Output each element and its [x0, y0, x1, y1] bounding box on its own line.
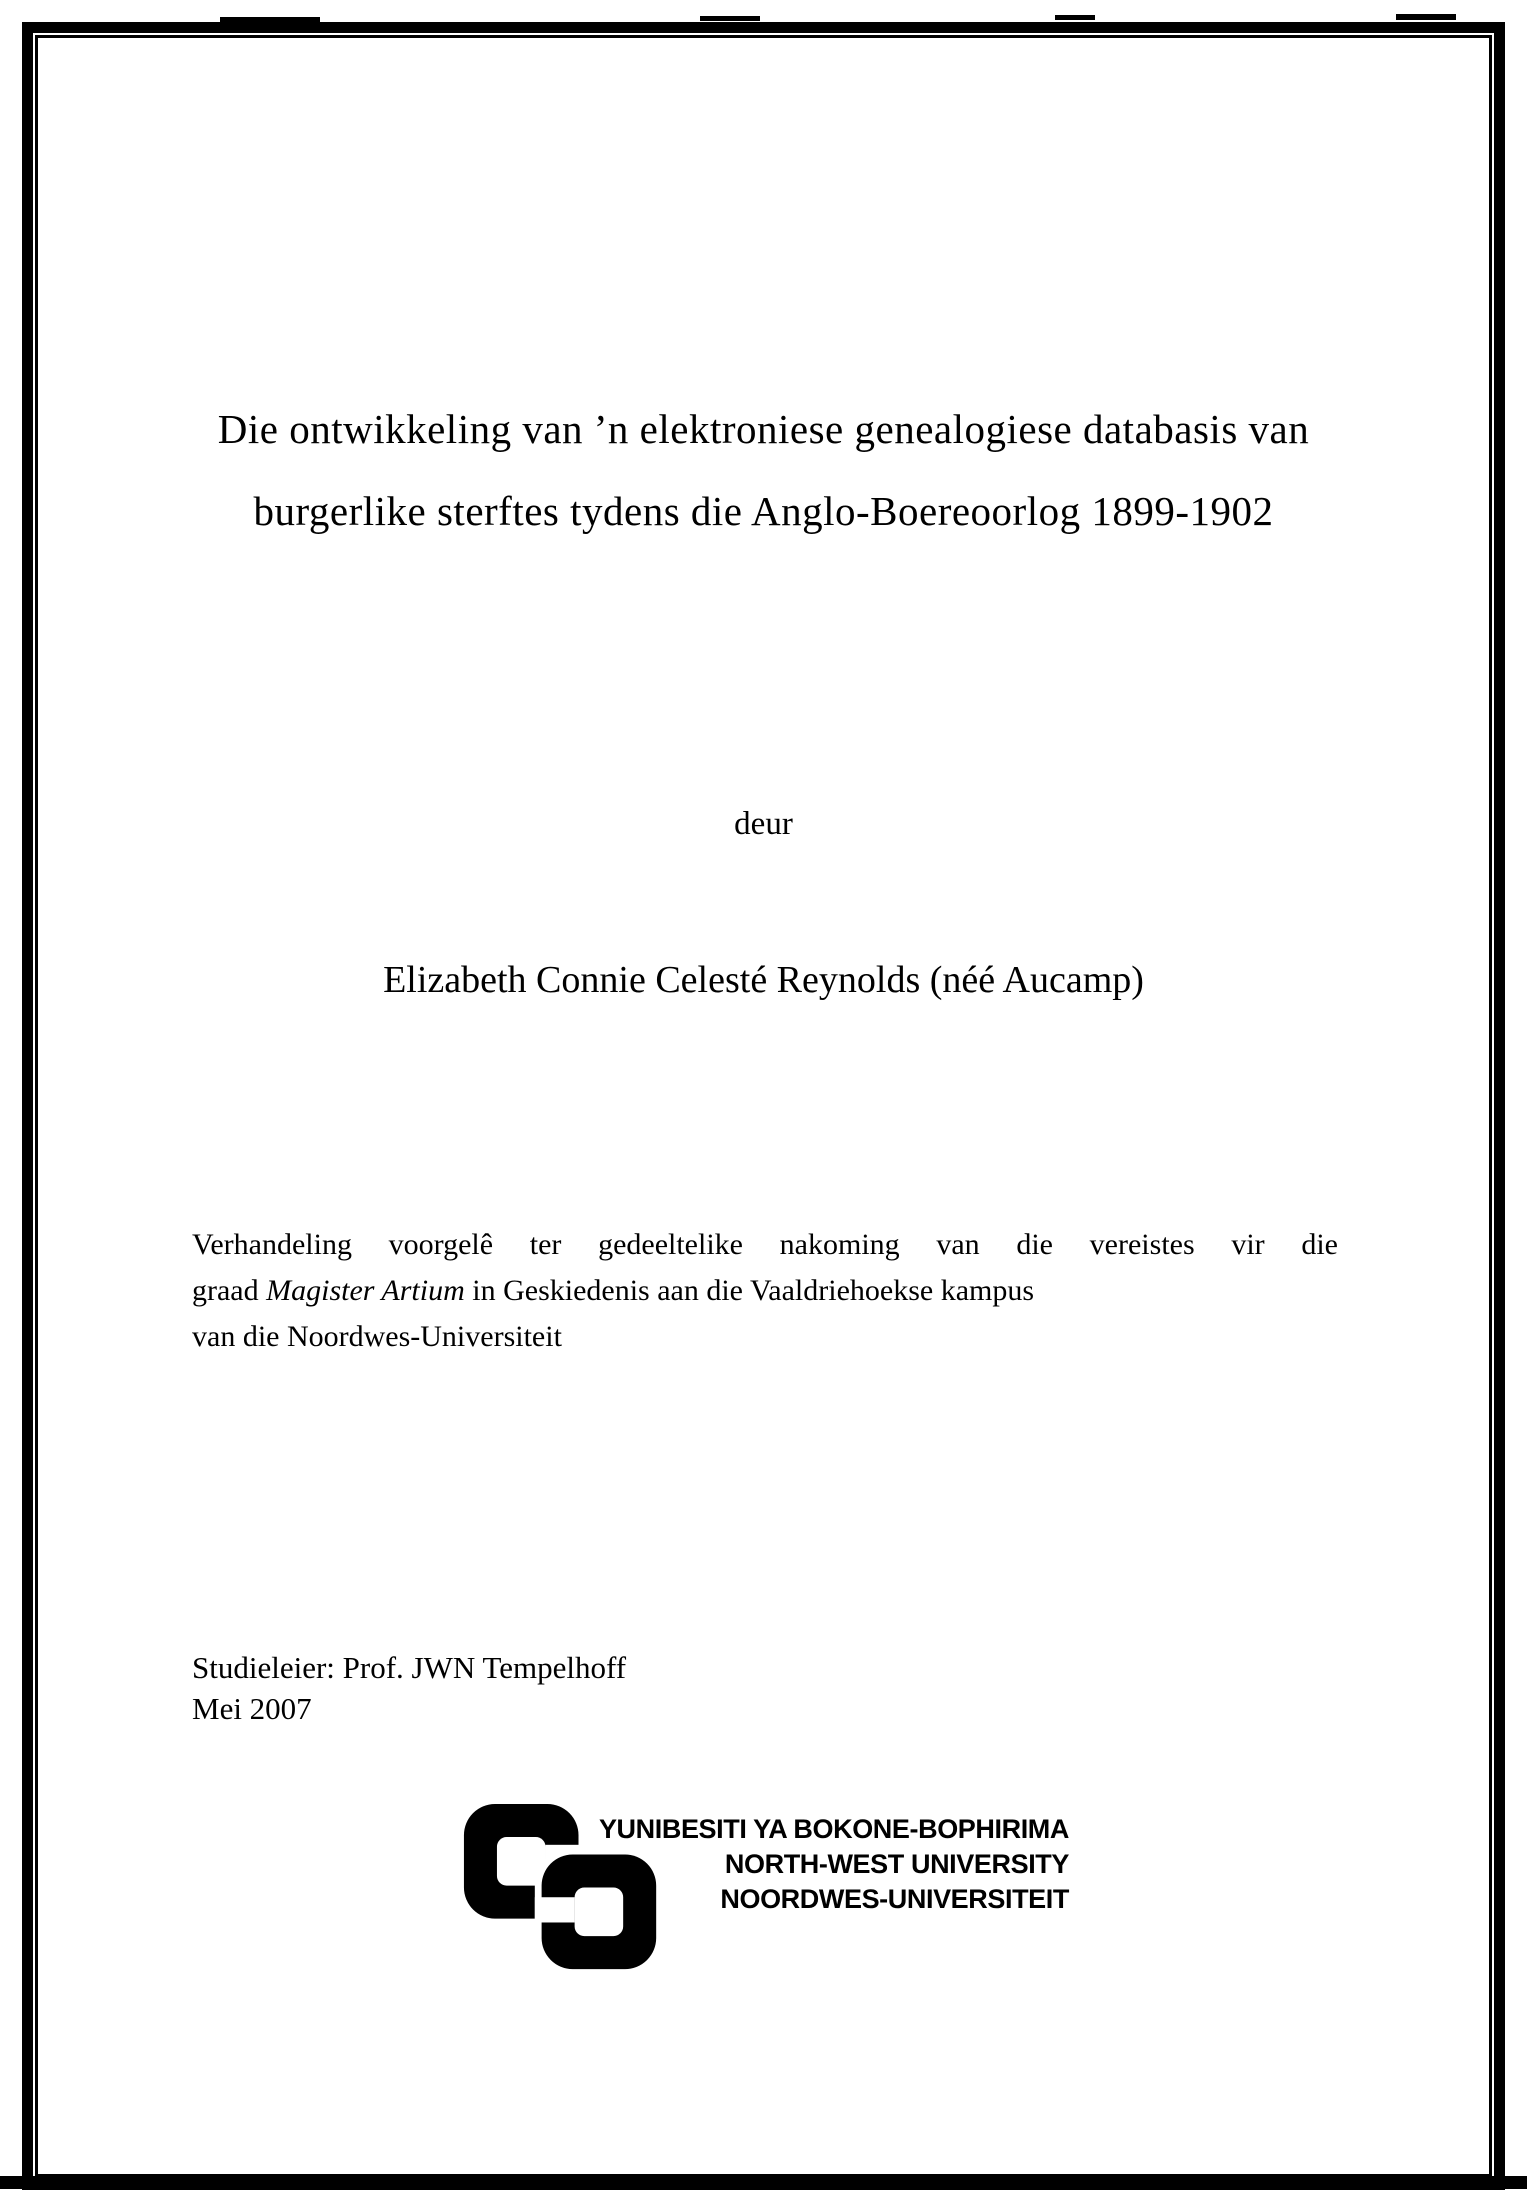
- logo-text-line-1: YUNIBESITI YA BOKONE-BOPHIRIMA: [598, 1814, 1069, 1844]
- degree-name: Magister Artium: [266, 1274, 465, 1307]
- scan-artifact: [220, 17, 320, 22]
- university-logo-text: [580, 1812, 1069, 1917]
- statement-line-1: Verhandeling voorgelê ter gedeeltelike nakoming van die vereistes vir die: [192, 1228, 1338, 1261]
- title-line-2: burgerlike sterftes tydens die Anglo-Boereoorlog 1899-1902: [253, 488, 1274, 534]
- statement-line-2: [192, 1268, 1338, 1314]
- scan-artifact: [1055, 15, 1095, 20]
- logo-text-line-3: NOORDWES-UNIVERSITEIT: [720, 1884, 1069, 1914]
- logo-text-line-2: NORTH-WEST UNIVERSITY: [724, 1849, 1069, 1879]
- statement-line-3: van die Noordwes-Universiteit: [192, 1320, 562, 1353]
- scan-artifact: [0, 2176, 1527, 2189]
- statement-line-2-prefix: graad: [192, 1274, 267, 1307]
- byline-label: deur: [734, 806, 793, 842]
- date-line: Mei 2007: [192, 1691, 312, 1726]
- statement-line-2-suffix: in Geskiedenis aan die Vaaldriehoekse kampus: [464, 1274, 1035, 1307]
- title-line-1: Die ontwikkeling van ’n elektroniese genealogiese databasis van: [217, 406, 1310, 452]
- scan-artifact: [1396, 14, 1456, 20]
- degree-statement: [192, 1222, 1338, 1360]
- scan-artifact: [700, 16, 760, 21]
- author-name: Elizabeth Connie Celesté Reynolds (néé Aucamp): [383, 959, 1144, 1001]
- supervisor-line: Studieleier: Prof. JWN Tempelhoff: [192, 1650, 627, 1685]
- page-title: [80, 388, 1447, 552]
